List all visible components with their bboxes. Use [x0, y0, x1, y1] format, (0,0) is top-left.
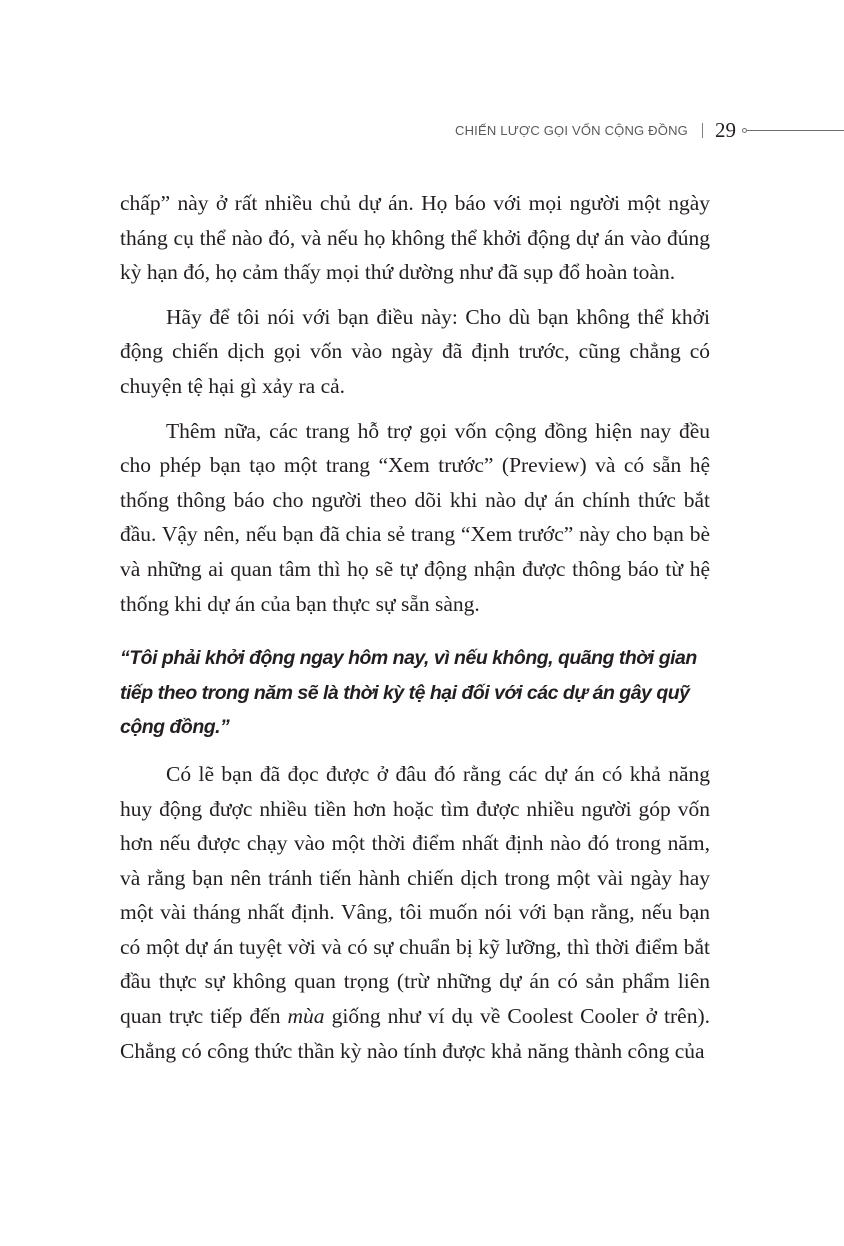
- paragraph-text: giống như ví dụ về Coolest Cooler ở trên). Chẳng có công thức thần kỳ nào tính được khả năng thành công của: [120, 1004, 711, 1063]
- paragraph: [120, 757, 710, 1068]
- rule-line: [747, 130, 844, 131]
- emphasized-word: mùa: [287, 1004, 325, 1029]
- paragraph: Hãy để tôi nói với bạn điều này: Cho dù bạn không thể khởi động chiến dịch gọi vốn vào ngày đã định trước, cũng chẳng có chuyện tệ hại gì xảy ra cả.: [120, 304, 710, 398]
- paragraph-continued: chấp” này ở rất nhiều chủ dự án. Họ báo với mọi người một ngày tháng cụ thể nào đó, và nếu họ không thể khởi động dự án vào đúng kỳ hạn đó, họ cảm thấy mọi thứ dường như đã sụp đổ hoàn toàn.: [120, 191, 710, 285]
- running-title: CHIẾN LƯỢC GỌI VỐN CỘNG ĐỒNG: [455, 122, 688, 138]
- header-rule: [742, 128, 844, 133]
- paragraph: Thêm nữa, các trang hỗ trợ gọi vốn cộng đồng hiện nay đều cho phép bạn tạo một trang “Xem trước” (Preview) và có sẵn hệ thống thông báo cho người theo dõi khi nào dự án chính thức bắt đầu. Vậy nên, nếu bạn đã chia sẻ trang “Xem trước” này cho bạn bè và những ai quan tâm thì họ sẽ tự động nhận được thông báo từ hệ thống khi dự án của bạn thực sự sẵn sàng.: [120, 418, 710, 616]
- section-subheading: “Tôi phải khởi động ngay hôm nay, vì nếu không, quãng thời gian tiếp theo trong năm sẽ là thời kỳ tệ hại đối với các dự án gây quỹ cộng đồng.”: [120, 647, 697, 739]
- page-number: 29: [714, 117, 736, 142]
- header-divider: [702, 123, 703, 138]
- running-header: [455, 116, 844, 144]
- paragraph-text: Có lẽ bạn đã đọc được ở đâu đó rằng các dự án có khả năng huy động được nhiều tiền hơn hoặc tìm được nhiều người góp vốn hơn nếu được chạy vào một thời điểm nhất định nào đó trong năm, và rằng bạn nên tránh tiến hành chiến dịch trong một vài ngày hay một vài tháng nhất định. Vâng, tôi muốn nói với bạn rằng, nếu bạn có một dự án tuyệt vời và có sự chuẩn bị kỹ lưỡng, thì thời điểm bắt đầu thực sự không quan trọng (trừ những dự án có sản phẩm liên quan trực tiếp đến: [120, 761, 710, 1029]
- page-body: [120, 186, 710, 1068]
